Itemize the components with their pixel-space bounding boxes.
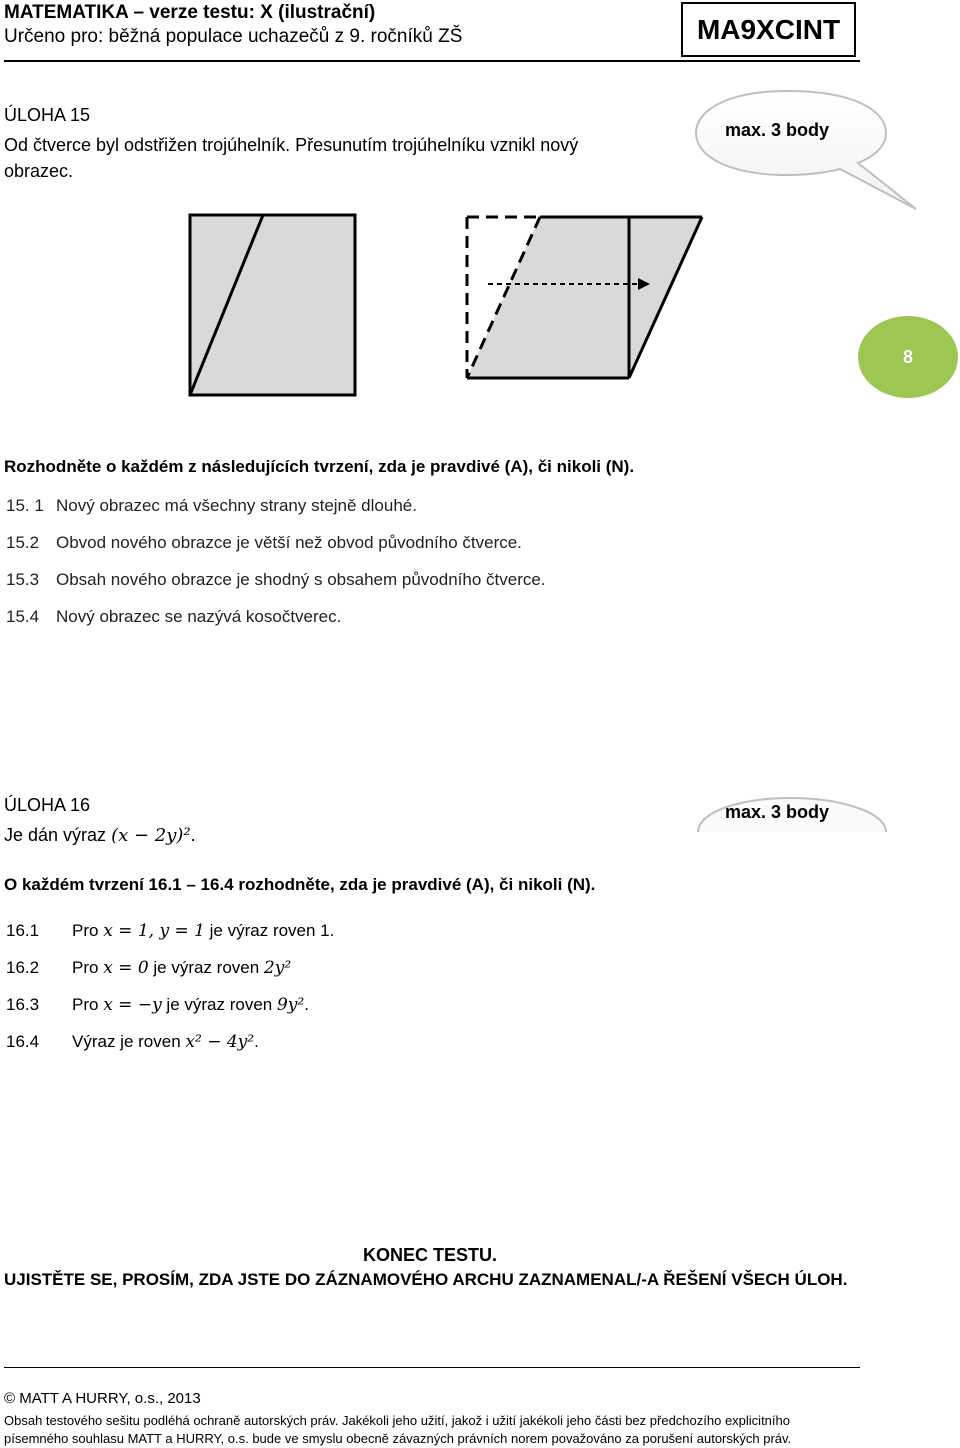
new-shape-figure xyxy=(458,208,708,384)
page-number-badge: 8 xyxy=(858,316,958,398)
task16-statement-3: 16.3 Pro x = −y je výraz roven 9y². xyxy=(6,995,309,1015)
task15-statement-2: 15.2 Obvod nového obrazce je větší než obvod původního čtverce. xyxy=(6,533,522,552)
footer-notice-line1: Obsah testového sešitu podléhá ochraně autorských práv. Jakékoli jeho užití, jakož i užití jakékoli jeho části bez předchozího explicitního xyxy=(4,1413,790,1428)
test-code-box: MA9XCINT xyxy=(681,2,856,57)
task15-instruction: Rozhodněte o každém z následujících tvrzení, zda je pravdivé (A), či nikoli (N). xyxy=(4,457,635,476)
task15-intro-line2: obrazec. xyxy=(4,161,74,181)
task16-statement-4: 16.4 Výraz je roven x² − 4y². xyxy=(6,1032,259,1052)
header-rule xyxy=(4,60,860,62)
task15-title: ÚLOHA 15 xyxy=(4,105,91,125)
task15-intro-line1: Od čtverce byl odstřižen trojúhelník. Přesunutím trojúhelníku vznikl nový xyxy=(4,135,579,155)
original-square-figure xyxy=(188,212,360,400)
task16-title: ÚLOHA 16 xyxy=(4,795,91,815)
footer-rule xyxy=(4,1367,860,1368)
end-of-test: KONEC TESTU. xyxy=(362,1245,497,1265)
test-audience: Určeno pro: běžná populace uchazečů z 9. ročníků ZŠ xyxy=(4,26,463,47)
points-callout-bubble xyxy=(690,85,930,215)
test-title: MATEMATIKA – verze testu: X (ilustrační) xyxy=(4,2,376,23)
footer-notice-line2: písemného souhlasu MATT a HURRY, o.s. bude ve smyslu obecně závazných právních norem považováno za porušení autorských práv. xyxy=(4,1431,792,1446)
task15-statement-1: 15. 1 Nový obrazec má všechny strany stejně dlouhé. xyxy=(6,496,417,515)
task16-instruction: O každém tvrzení 16.1 – 16.4 rozhodněte, zda je pravdivé (A), či nikoli (N). xyxy=(4,875,596,894)
task16-points: max. 3 body xyxy=(725,802,830,822)
task16-statement-2: 16.2 Pro x = 0 je výraz roven 2y² xyxy=(6,958,292,978)
task16-given: Je dán výraz (x − 2y)². xyxy=(4,825,196,846)
task15-points: max. 3 body xyxy=(725,120,830,140)
task16-statement-1: 16.1 Pro x = 1, y = 1 je výraz roven 1. xyxy=(6,921,335,941)
task15-statement-4: 15.4 Nový obrazec se nazývá kosočtverec. xyxy=(6,607,342,626)
footer-copyright: © MATT A HURRY, o.s., 2013 xyxy=(4,1390,201,1407)
task15-statement-3: 15.3 Obsah nového obrazce je shodný s obsahem původního čtverce. xyxy=(6,570,546,589)
end-check-reminder: UJISTĚTE SE, PROSÍM, ZDA JSTE DO ZÁZNAMOVÉHO ARCHU ZAZNAMENAL/-A ŘEŠENÍ VŠECH ÚLOH. xyxy=(4,1270,848,1289)
